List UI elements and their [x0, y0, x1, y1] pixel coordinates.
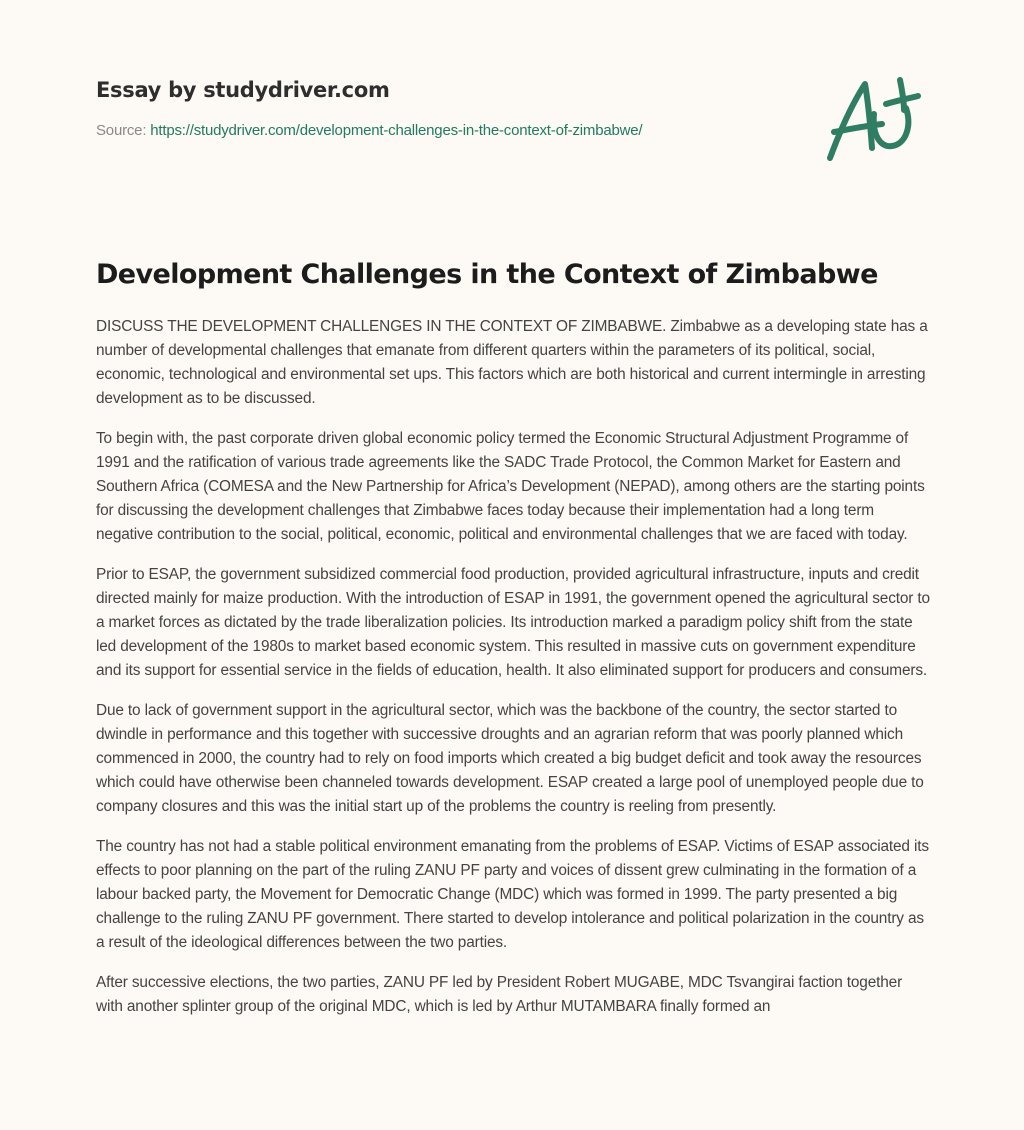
source-link[interactable]: https://studydriver.com/development-challenges-in-the-context-of-zimbabwe/ — [150, 122, 643, 139]
essay-body — [96, 315, 932, 1035]
a-plus-grade-icon — [820, 66, 930, 166]
essay-header — [96, 76, 936, 141]
paragraph: Due to lack of government support in the agricultural sector, which was the backbone of the country, the sector started to dwindle in performance and this together with successive droughts and an agrarian reform that was poorly planned which commenced in 2000, the country had to rely on food imports which created a big budget deficit and took away the resources which could have otherwise been channeled towards development. ESAP created a large pool of unemployed people due to company closures and this was the initial start up of the problems the country is reeling from presently. — [96, 702, 924, 815]
site-brand: Essay by studydriver.com — [96, 78, 390, 102]
source-line — [96, 121, 936, 141]
paragraph: DISCUSS THE DEVELOPMENT CHALLENGES IN THE CONTEXT OF ZIMBABWE. Zimbabwe as a developing state has a number of developmental challenges that emanate from different quarters within the parameters of its political, social, economic, technological and environmental set ups. This factors which are both historical and current intermingle in arresting development as to be discussed. — [96, 318, 928, 407]
paragraph: Prior to ESAP, the government subsidized commercial food production, provided agricultural infrastructure, inputs and credit directed mainly for maize production. With the introduction of ESAP in 1991, the government opened the agricultural sector to a market forces as dictated by the trade liberalization policies. Its introduction marked a paradigm policy shift from the state led development of the 1980s to market based economic system. This resulted in massive cuts on government expenditure and its support for essential service in the fields of education, health. It also eliminated support for producers and consumers. — [96, 566, 930, 679]
paragraph: After successive elections, the two parties, ZANU PF led by President Robert MUGABE, MDC Tsvangirai faction together with another splinter group of the original MDC, which is led by Arthur MUTAMBARA finally formed an — [96, 974, 903, 1015]
paragraph: The country has not had a stable political environment emanating from the problems of ESAP. Victims of ESAP associated its effects to poor planning on the part of the ruling ZANU PF party and voices of dissent grew culminating in the formation of a labour backed party, the Movement for Democratic Change (MDC) which was formed in 1999. The party presented a big challenge to the ruling ZANU PF government. There started to develop intolerance and political polarization in the country as a result of the ideological differences between the two parties. — [96, 838, 929, 951]
paragraph: To begin with, the past corporate driven global economic policy termed the Economic Structural Adjustment Programme of 1991 and the ratification of various trade agreements like the SADC Trade Protocol, the Common Market for Eastern and Southern Africa (COMESA and the New Partnership for Africa’s Development (NEPAD), among others are the starting points for discussing the development challenges that Zimbabwe faces today because their implementation had a long term negative contribution to the social, political, economic, political and environmental challenges that we are faced with today. — [96, 430, 925, 543]
source-label: Source: — [96, 122, 151, 139]
essay-title: Development Challenges in the Context of Zimbabwe — [96, 259, 878, 290]
